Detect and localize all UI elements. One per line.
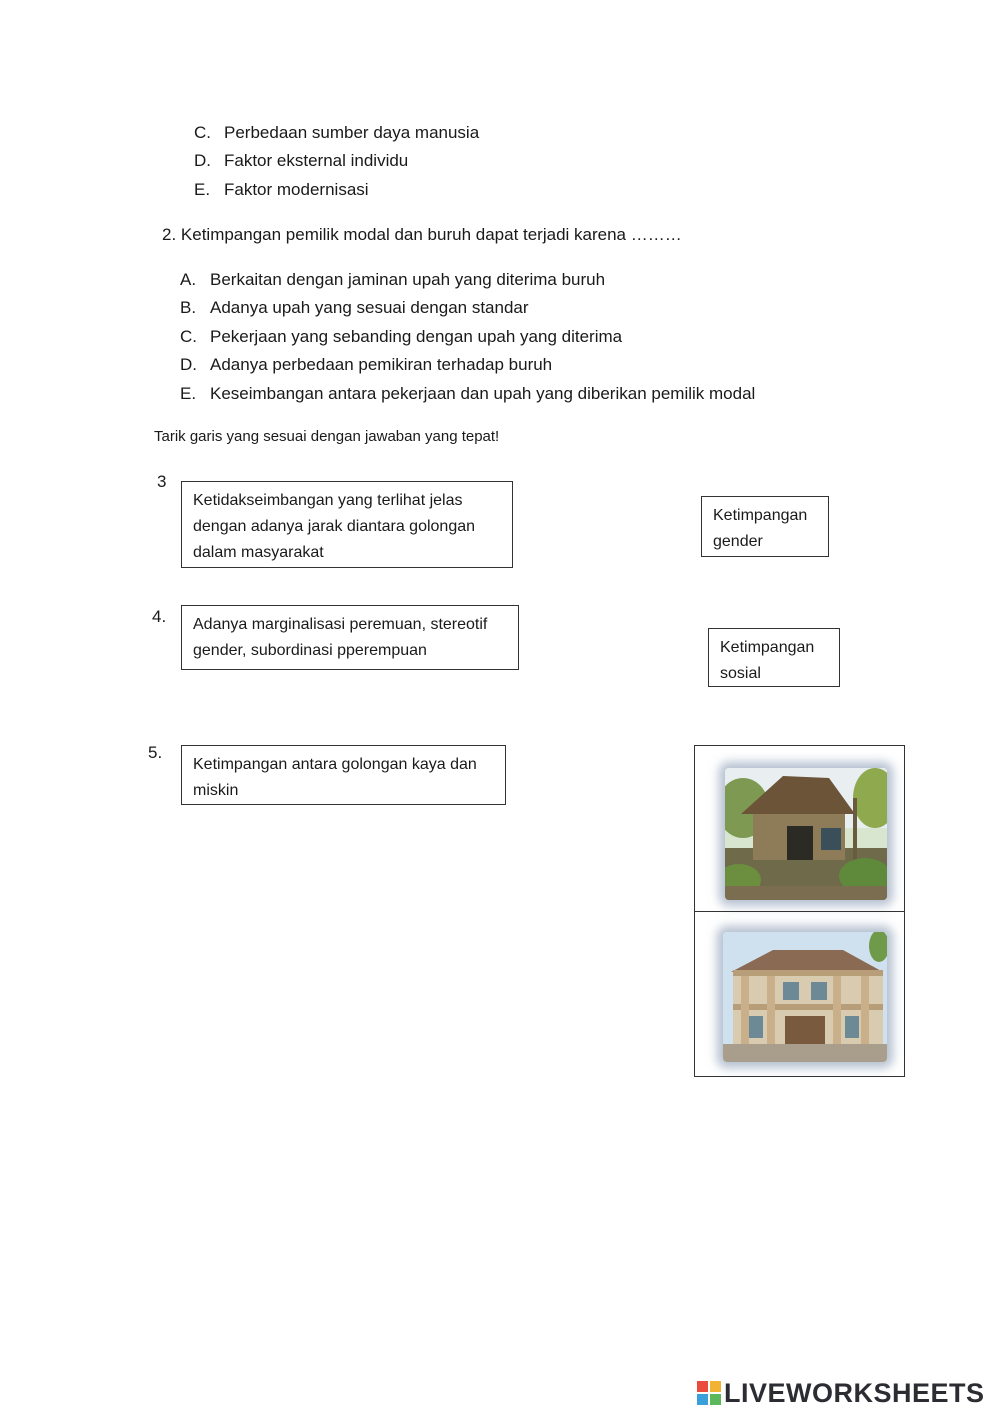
match-right-gender[interactable]: Ketimpangan gender [701, 496, 829, 557]
match-right-image-hut[interactable] [694, 745, 905, 912]
match-left-3[interactable]: Ketidakseimbangan yang terlihat jelas dengan adanya jarak diantara golongan dalam masyarakat [181, 481, 513, 568]
item-number-4: 4. [152, 607, 167, 626]
q2-option-d: D. Adanya perbedaan pemikiran terhadap buruh [180, 355, 553, 374]
q1-option-d: D. Faktor eksternal individu [194, 151, 409, 170]
match-right-sosial[interactable]: Ketimpangan sosial [708, 628, 840, 687]
thatched-hut-image [725, 768, 887, 900]
item-number-3: 3 [157, 472, 167, 491]
item-number-5: 5. [148, 743, 163, 762]
liveworksheets-logo [697, 1378, 985, 1408]
q2-stem: 2. Ketimpangan pemilik modal dan buruh dapat terjadi karena ……… [162, 225, 682, 244]
match-right-image-mansion[interactable] [694, 911, 905, 1077]
thatched-hut-icon [725, 768, 887, 900]
q1-option-c: C. Perbedaan sumber daya manusia [194, 123, 480, 142]
mansion-icon [723, 932, 887, 1062]
q1-option-e: E. Faktor modernisasi [194, 180, 369, 199]
matching-instruction: Tarik garis yang sesuai dengan jawaban yang tepat! [154, 428, 500, 445]
match-left-5[interactable]: Ketimpangan antara golongan kaya dan miskin [181, 745, 506, 805]
mansion-image [723, 932, 887, 1062]
q2-option-e: E. Keseimbangan antara pekerjaan dan upah yang diberikan pemilik modal [180, 384, 756, 403]
q2-option-a: A. Berkaitan dengan jaminan upah yang diterima buruh [180, 270, 606, 289]
liveworksheets-logo-icon [697, 1381, 721, 1405]
q2-option-b: B. Adanya upah yang sesuai dengan standar [180, 298, 529, 317]
match-left-4[interactable]: Adanya marginalisasi peremuan, stereotif gender, subordinasi pperempuan [181, 605, 519, 670]
q2-option-c: C. Pekerjaan yang sebanding dengan upah yang diterima [180, 327, 623, 346]
liveworksheets-wordmark: LIVEWORKSHEETS [724, 1377, 985, 1408]
